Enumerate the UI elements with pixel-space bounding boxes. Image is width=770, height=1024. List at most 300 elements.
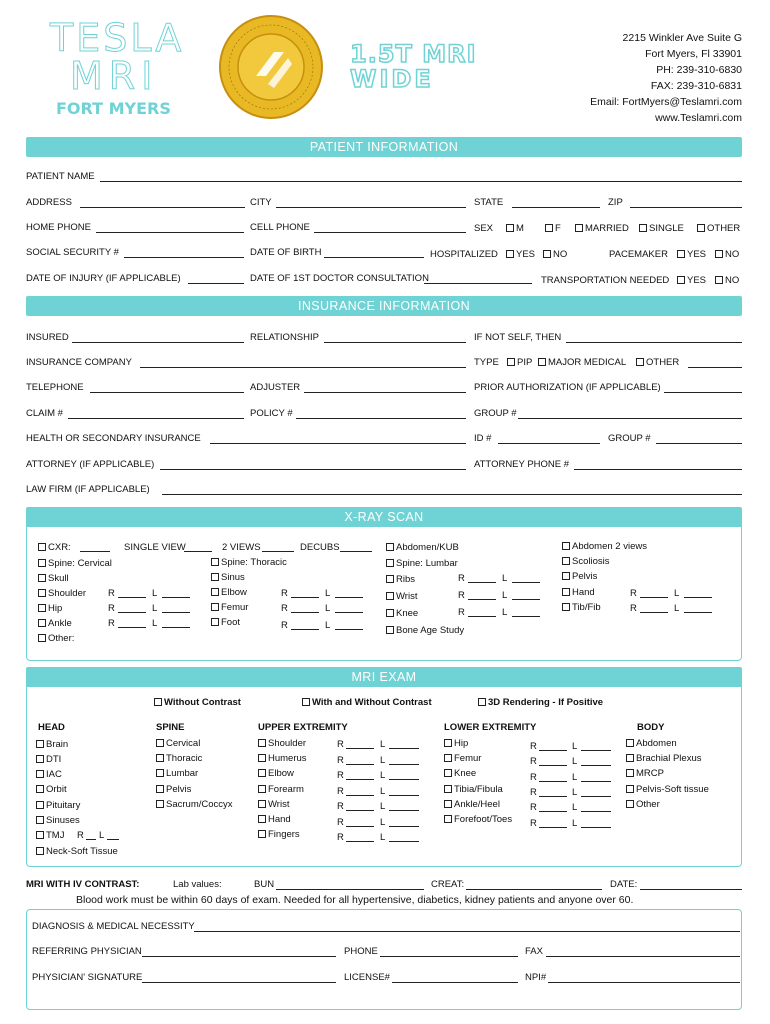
xray-abdomen-2-views[interactable] [562,541,647,552]
dob-field[interactable] [324,257,424,258]
bun-field[interactable] [276,889,424,890]
r-field[interactable] [346,795,374,796]
r-field[interactable] [346,764,374,765]
label-license: LICENSE# [344,972,390,983]
checkbox-icon[interactable] [626,785,634,793]
l-label: L [674,588,680,599]
label-claim: CLAIM # [26,408,63,419]
fax-line: FAX: 239-310-6831 [650,80,742,92]
r-label: R [630,588,637,599]
checkbox-icon[interactable] [38,559,46,567]
xray-other[interactable] [38,633,74,644]
checkbox-icon[interactable] [258,785,266,793]
cxr-field[interactable] [80,551,110,552]
xray-pelvis[interactable] [562,571,597,582]
xray-bone-age[interactable] [386,625,464,636]
r-field[interactable] [640,597,668,598]
mri-item-label: MRCP [636,768,664,779]
r-label: R [530,802,537,813]
label-date-of-injury: DATE OF INJURY (IF APPLICABLE) [26,273,181,284]
label-insurance-company: INSURANCE COMPANY [26,357,132,368]
sex-f-option[interactable] [545,223,561,234]
checkbox-icon[interactable] [506,250,514,258]
major-medical-option[interactable] [538,357,626,368]
mri-item-label: DTI [46,754,62,765]
checkbox-icon[interactable] [626,800,634,808]
l-field[interactable] [581,765,611,766]
patient-info-header: PATIENT INFORMATION [26,137,742,157]
referring-physician-field[interactable] [142,956,336,957]
mri-brachial-plexus[interactable] [626,753,701,764]
label-signature: PHYSICIAN' SIGNATURE [32,972,143,983]
r-field[interactable] [539,765,567,766]
xray-skull[interactable] [38,573,69,584]
without-contrast-option[interactable] [154,697,241,708]
mri-iac[interactable] [36,769,62,780]
hospitalized-yes-option[interactable] [506,249,535,260]
checkbox-icon[interactable] [575,224,583,232]
pacemaker-yes-option[interactable] [677,249,706,260]
l-field[interactable] [162,627,190,628]
r-field[interactable] [291,612,319,613]
r-field[interactable] [539,827,567,828]
r-field[interactable] [640,612,668,613]
xray-item-label: Knee [396,608,419,619]
r-field[interactable] [346,826,374,827]
l-field[interactable] [162,612,190,613]
l-label: L [502,590,508,601]
state-field[interactable] [512,207,600,208]
l-field[interactable] [335,629,363,630]
checkbox-icon[interactable] [562,603,570,611]
checkbox-icon[interactable] [36,770,44,778]
mri-humerus[interactable] [258,753,307,764]
checkbox-icon[interactable] [36,816,44,824]
checkbox-icon[interactable] [258,815,266,823]
l-field[interactable] [107,839,119,840]
group-field[interactable] [518,418,742,419]
checkbox-icon[interactable] [36,755,44,763]
adjuster-field[interactable] [304,392,466,393]
xray-hip[interactable] [38,603,62,614]
checkbox-icon[interactable] [507,358,515,366]
3d-rendering-option[interactable] [478,697,603,708]
physician-fax-field[interactable] [546,956,740,957]
xray-item-label: Hand [572,587,595,598]
zip-field[interactable] [630,207,742,208]
r-label: R [337,786,344,797]
mri-orbit[interactable] [36,784,67,795]
checkbox-icon[interactable] [36,740,44,748]
r-field[interactable] [539,796,567,797]
checkbox-icon[interactable] [211,603,219,611]
type-other-field[interactable] [688,367,742,368]
r-field[interactable] [346,841,374,842]
checkbox-icon[interactable] [386,592,394,600]
mri-item-label: Abdomen [636,738,677,749]
checkbox-icon[interactable] [545,224,553,232]
checkbox-icon[interactable] [156,754,164,762]
mri-shoulder[interactable] [258,738,306,749]
telephone-field[interactable] [90,392,244,393]
mri-tibia-fibula[interactable] [444,784,503,795]
checkbox-icon[interactable] [562,572,570,580]
cell-phone-field[interactable] [314,232,466,233]
checkbox-icon[interactable] [258,754,266,762]
xray-item-label: Ankle [48,618,72,629]
checkbox-icon[interactable] [444,815,452,823]
r-field[interactable] [346,810,374,811]
r-label: R [458,607,465,618]
xray-tib-fib[interactable] [562,602,601,613]
iv-contrast-label: MRI WITH IV CONTRAST: [26,879,140,890]
home-phone-field[interactable] [96,232,244,233]
license-field[interactable] [392,982,518,983]
mri-body-other[interactable] [626,799,660,810]
l-field[interactable] [684,597,712,598]
type-other-option[interactable] [636,357,679,368]
lab-values-label: Lab values: [173,879,222,890]
label-address: ADDRESS [26,197,72,208]
attorney-field[interactable] [160,469,466,470]
xray-cxr-option[interactable] [38,542,71,553]
claim-field[interactable] [68,418,244,419]
l-field[interactable] [389,795,419,796]
first-doctor-field[interactable] [424,283,532,284]
mri-item-label: Tibia/Fibula [454,784,503,795]
hospitalized-no-option[interactable] [543,249,567,260]
tesla-mri-logo [50,16,185,118]
r-field[interactable] [118,612,146,613]
email-line: Email: FortMyers@Teslamri.com [590,96,742,108]
l-field[interactable] [581,750,611,751]
checkbox-icon[interactable] [636,358,644,366]
checkbox-icon[interactable] [38,634,46,642]
l-field[interactable] [512,582,540,583]
xray-spine-lumbar[interactable] [386,558,458,569]
if-not-self-field[interactable] [566,342,742,343]
l-label: L [380,832,386,843]
xray-item-label: Skull [48,573,69,584]
mri-pelvis[interactable] [156,784,191,795]
diagnosis-field[interactable] [194,931,740,932]
mri-item-label: Pelvis-Soft tissue [636,784,709,795]
two-views-field[interactable] [262,551,294,552]
checkbox-icon[interactable] [386,559,394,567]
logo-line-2: MRI [70,54,159,98]
mri-cervical[interactable] [156,738,200,749]
mri-ankle-heel[interactable] [444,799,500,810]
l-label: L [572,741,578,752]
r-field[interactable] [539,811,567,812]
l-field[interactable] [389,810,419,811]
patient-name-field[interactable] [100,181,742,182]
checkbox-icon[interactable] [543,250,551,258]
xray-header: X-RAY SCAN [26,507,742,527]
mri-wrist[interactable] [258,799,289,810]
mri-fingers[interactable] [258,829,300,840]
checkbox-icon[interactable] [211,573,219,581]
l-field[interactable] [512,599,540,600]
checkbox-icon[interactable] [444,739,452,747]
checkbox-icon[interactable] [156,800,164,808]
group-2-field[interactable] [656,443,742,444]
mri-abdomen[interactable] [626,738,677,749]
checkbox-icon[interactable] [506,224,514,232]
checkbox-icon[interactable] [38,619,46,627]
xray-hand[interactable] [562,587,595,598]
checkbox-icon[interactable] [211,558,219,566]
r-field[interactable] [346,748,374,749]
checkbox-icon[interactable] [38,604,46,612]
npi-field[interactable] [548,982,740,983]
checkbox-icon[interactable] [697,224,705,232]
pacemaker-no-option[interactable] [715,249,739,260]
mri-thoracic[interactable] [156,753,202,764]
relationship-field[interactable] [324,342,466,343]
no-label: NO [725,275,740,286]
xray-elbow[interactable] [211,587,247,598]
scanner-title [350,42,477,92]
single-view-field[interactable] [184,551,212,552]
r-field[interactable] [539,750,567,751]
r-label: R [108,603,115,614]
mri-item-label: Neck-Soft Tissue [46,846,118,857]
physician-phone-field[interactable] [380,956,518,957]
checkbox-icon[interactable] [38,543,46,551]
l-field[interactable] [581,796,611,797]
checkbox-icon[interactable] [156,785,164,793]
mri-sinuses[interactable] [36,815,80,826]
insured-field[interactable] [72,342,244,343]
l-field[interactable] [684,612,712,613]
checkbox-icon[interactable] [36,801,44,809]
checkbox-icon[interactable] [36,831,44,839]
l-field[interactable] [389,841,419,842]
transport-yes-option[interactable] [677,275,706,286]
pip-option[interactable] [507,357,532,368]
checkbox-icon[interactable] [258,830,266,838]
signature-field[interactable] [142,982,336,983]
checkbox-icon[interactable] [677,276,685,284]
policy-field[interactable] [296,418,466,419]
mri-neck-soft-tissue[interactable] [36,846,118,857]
l-field[interactable] [335,612,363,613]
l-field[interactable] [512,616,540,617]
checkbox-icon[interactable] [386,575,394,583]
date-field[interactable] [640,889,742,890]
r-field[interactable] [86,839,96,840]
checkbox-icon[interactable] [444,769,452,777]
mri-lumbar[interactable] [156,768,198,779]
mri-item-label: Ankle/Heel [454,799,500,810]
transport-no-option[interactable] [715,275,739,286]
checkbox-icon[interactable] [626,769,634,777]
checkbox-icon[interactable] [626,739,634,747]
mri-item-label: Forearm [268,784,304,795]
l-field[interactable] [389,826,419,827]
mri-item-label: Hip [454,738,469,749]
mri-femur[interactable] [444,753,481,764]
l-field[interactable] [162,597,190,598]
label-attorney: ATTORNEY (IF APPLICABLE) [26,459,155,470]
sex-m-label: M [516,223,524,234]
r-field[interactable] [468,599,496,600]
address-field[interactable] [80,207,245,208]
label-npi: NPI# [525,972,547,983]
xray-ankle[interactable] [38,618,72,629]
l-label: L [674,603,680,614]
checkbox-icon[interactable] [36,785,44,793]
xray-knee[interactable] [386,608,418,619]
r-field[interactable] [291,597,319,598]
xray-foot[interactable] [211,617,240,628]
mri-brain[interactable] [36,739,68,750]
checkbox-icon[interactable] [478,698,486,706]
id-field[interactable] [498,443,600,444]
r-label: R [281,603,288,614]
r-field[interactable] [346,779,374,780]
checkbox-icon[interactable] [538,358,546,366]
checkbox-icon[interactable] [258,769,266,777]
xray-spine-cervical[interactable] [38,558,112,569]
label-ssn: SOCIAL SECURITY # [26,247,119,258]
law-firm-field[interactable] [162,494,742,495]
decubs-field[interactable] [340,551,372,552]
checkbox-icon[interactable] [444,785,452,793]
r-field[interactable] [118,597,146,598]
checkbox-icon[interactable] [715,250,723,258]
checkbox-icon[interactable] [444,800,452,808]
mri-forefoot-toes[interactable] [444,814,512,825]
city-field[interactable] [276,207,466,208]
checkbox-icon[interactable] [715,276,723,284]
mri-dti[interactable] [36,754,61,765]
phone-line: PH: 239-310-6830 [656,64,742,76]
other-option[interactable] [697,223,740,234]
mri-sacrum-coccyx[interactable] [156,799,233,810]
xray-item-label: Wrist [396,591,418,602]
single-option[interactable] [639,223,684,234]
l-field[interactable] [581,811,611,812]
checkbox-icon[interactable] [626,754,634,762]
xray-item-label: Scoliosis [572,556,610,567]
mri-item-label: Cervical [166,738,201,749]
mri-knee[interactable] [444,768,476,779]
sex-m-option[interactable] [506,223,524,234]
l-field[interactable] [581,827,611,828]
l-label: L [380,801,386,812]
checkbox-icon[interactable] [211,588,219,596]
checkbox-icon[interactable] [302,698,310,706]
ssn-field[interactable] [124,257,244,258]
checkbox-icon[interactable] [156,769,164,777]
checkbox-icon[interactable] [677,250,685,258]
checkbox-icon[interactable] [258,739,266,747]
xray-sinus[interactable] [211,572,245,583]
checkbox-icon[interactable] [258,800,266,808]
checkbox-icon[interactable] [156,739,164,747]
xray-abdomen-kub[interactable] [386,542,459,553]
mri-mrcp[interactable] [626,768,664,779]
xray-scoliosis[interactable] [562,556,610,567]
xray-femur[interactable] [211,602,248,613]
mri-pituitary[interactable] [36,800,80,811]
r-field[interactable] [468,582,496,583]
checkbox-icon[interactable] [386,543,394,551]
upper-extremity-title: UPPER EXTREMITY [258,722,348,733]
checkbox-icon[interactable] [386,626,394,634]
single-view-label: SINGLE VIEW [124,542,186,553]
l-field[interactable] [389,779,419,780]
title-line-1: 1.5T MRI [350,40,477,68]
mri-hip[interactable] [444,738,468,749]
label-referring-physician: REFERRING PHYSICIAN [32,946,142,957]
r-field[interactable] [468,616,496,617]
checkbox-icon[interactable] [639,224,647,232]
date-of-injury-field[interactable] [188,283,244,284]
mri-elbow[interactable] [258,768,294,779]
mri-item-label: Humerus [268,753,307,764]
checkbox-icon[interactable] [386,609,394,617]
r-label: R [337,832,344,843]
prior-auth-field[interactable] [664,392,742,393]
l-field[interactable] [335,597,363,598]
r-label: R [530,741,537,752]
xray-spine-thoracic[interactable] [211,557,287,568]
r-field[interactable] [539,781,567,782]
creat-field[interactable] [466,889,602,890]
l-label: L [572,772,578,783]
checkbox-icon[interactable] [154,698,162,706]
l-field[interactable] [581,781,611,782]
r-label: R [281,620,288,631]
checkbox-icon[interactable] [562,557,570,565]
l-label: L [380,817,386,828]
checkbox-icon[interactable] [36,847,44,855]
r-field[interactable] [291,629,319,630]
mri-item-label: Thoracic [166,753,203,764]
l-field[interactable] [389,764,419,765]
married-option[interactable] [575,223,629,234]
checkbox-icon[interactable] [211,618,219,626]
xray-wrist[interactable] [386,591,417,602]
with-without-contrast-option[interactable] [302,697,432,708]
l-field[interactable] [389,748,419,749]
mri-pelvis-soft-tissue[interactable] [626,784,709,795]
xray-item-label: Spine: Lumbar [396,558,458,569]
xray-shoulder[interactable] [38,588,86,599]
mri-tmj[interactable] [36,830,64,841]
r-field[interactable] [118,627,146,628]
xray-item-label: Abdomen/KUB [396,542,459,553]
mri-forearm[interactable] [258,784,304,795]
no-label: NO [553,249,568,260]
attorney-phone-field[interactable] [574,469,742,470]
checkbox-icon[interactable] [562,588,570,596]
checkbox-icon[interactable] [38,589,46,597]
label-policy: POLICY # [250,408,293,419]
secondary-insurance-field[interactable] [210,443,466,444]
label-city: CITY [250,197,272,208]
insurance-company-field[interactable] [140,367,466,368]
checkbox-icon[interactable] [38,574,46,582]
checkbox-icon[interactable] [562,542,570,550]
checkbox-icon[interactable] [444,754,452,762]
mri-hand[interactable] [258,814,291,825]
xray-ribs[interactable] [386,574,415,585]
mri-item-label: Pituitary [46,800,81,811]
